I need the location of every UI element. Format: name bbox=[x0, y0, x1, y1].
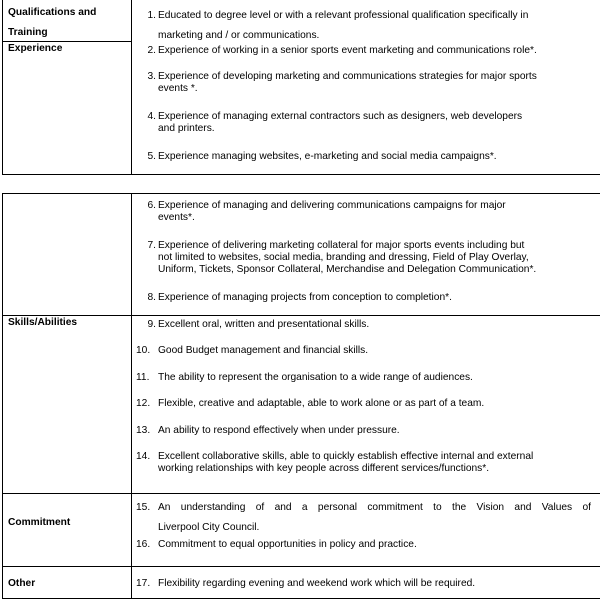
person-spec-table-1: Qualifications and Training Experience 1. Educated to degree level or with a relevant professional qualification specifically in marketing and / or communications. 2. Experience of working in a senior sports event marketing and communications role*. 3. Experience of developing marketing and communications strategies for major sports events *. 4. Experience of managing external contractors such as designers, web developers and printers. 5. Experience managing websites, e-marketing and social media campaigns*. bbox=[2, 0, 600, 175]
person-spec-table-2: Skills/Abilities Commitment Other 6. Experience of managing and delivering communications campaigns for major events*. 7. Experience of delivering marketing collateral for major sports events including but not limited to websites, social media, branding and dressing, Field of Play Overlay, Uniform, Tickets, Sponsor Collateral, Merchandise and Delegation Communication*. 8. Experience of managing projects from conception to completion*. 9. Excellent oral, written and presentational skills. 10. Good Budget management and financial skills. 11. The ability to represent the organisation to a wide range of audiences. 12. Flexible, creative and adaptable, able to work alone or as part of a team. 13. An ability to respond effectively when under pressure. 14. Excellent collaborative skills, able to quickly establish effective internal and external working relationships with key people across different services/functions*. 15. An understanding of and a personal commitment to the Vision and Values of Liverpool City Council. 16. Commitment to equal opportunities in policy and practice. 17. Flexibility regarding evening and weekend work which will be required. bbox=[2, 193, 600, 599]
category-experience: Experience bbox=[8, 43, 63, 54]
category-commitment: Commitment bbox=[8, 517, 71, 528]
category-other: Other bbox=[8, 578, 36, 589]
category-qualifications: Qualifications and Training bbox=[8, 7, 97, 38]
category-skills-abilities: Skills/Abilities bbox=[8, 317, 78, 328]
